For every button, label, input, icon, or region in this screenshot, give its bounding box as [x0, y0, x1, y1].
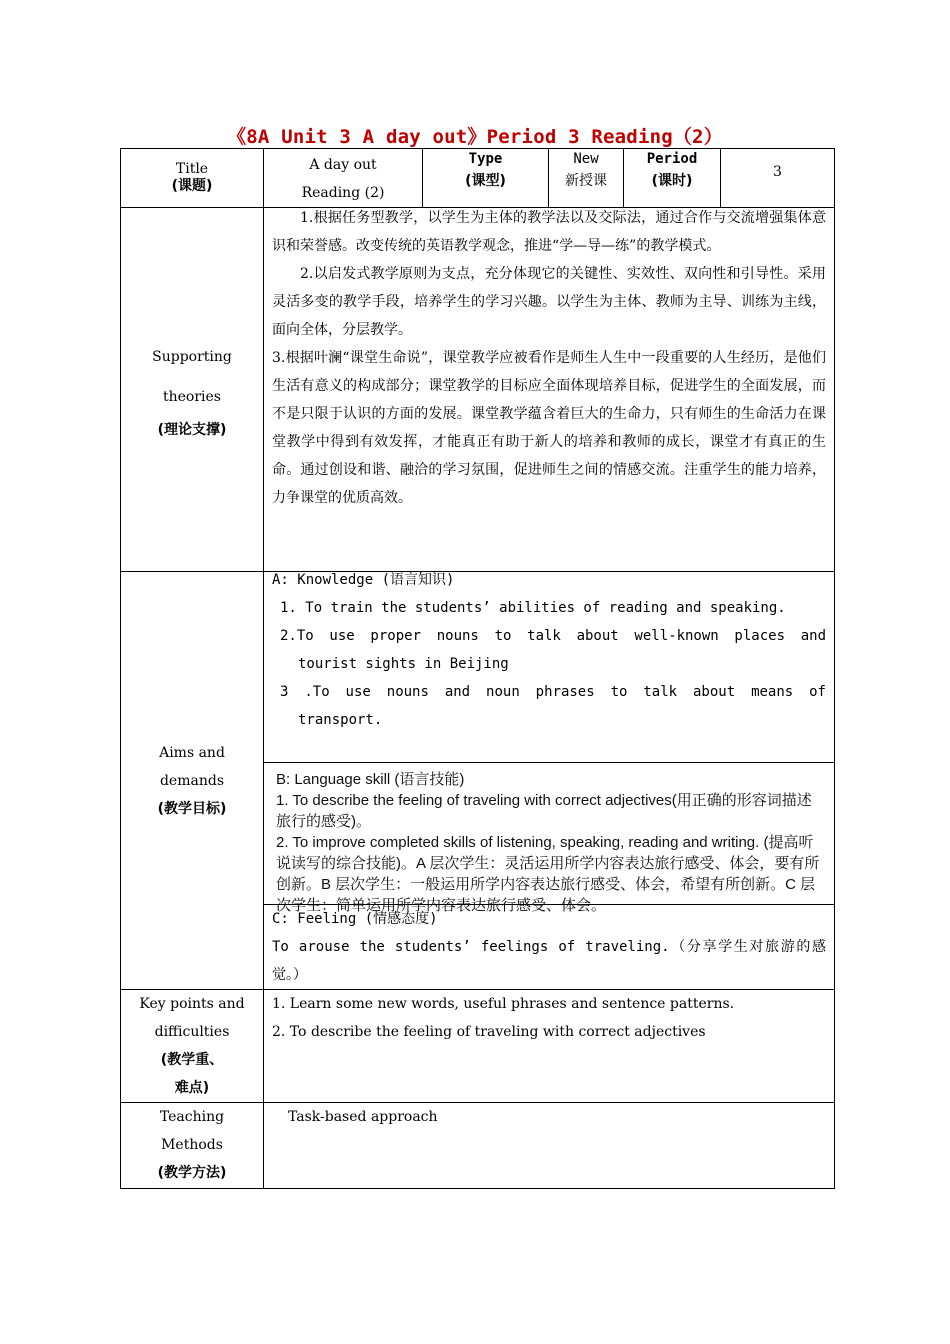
period-label-cell	[624, 149, 721, 208]
supporting-label-cell	[121, 208, 264, 572]
methods-row	[121, 1103, 835, 1189]
knowledge-heading: A: Knowledge (语言知识)	[272, 572, 455, 588]
title-label-cell	[121, 149, 264, 208]
period-value-cell	[721, 149, 835, 208]
supporting-label-line1: Supporting	[152, 348, 232, 365]
title-label-zh: (课题)	[171, 178, 213, 194]
supporting-label-line2: theories	[163, 388, 221, 405]
methods-label-cell	[121, 1103, 264, 1189]
supporting-theories-row	[121, 208, 835, 572]
methods-value: Task-based approach	[288, 1109, 438, 1125]
aims-label-cell	[121, 572, 264, 990]
supporting-label-zh: (理论支撑)	[157, 421, 227, 438]
type-value-line1: New	[573, 151, 599, 167]
title-label-en: Title	[175, 161, 209, 177]
period-label-en: Period	[646, 151, 698, 167]
supporting-paragraph-2: 2.以启发式教学原则为支点，充分体现它的关键性、实效性、双向性和引导性。采用灵活多变的教学手段，培养学生的学习兴趣。以学生为主体、教师为主导、训练为主线，面向全体，分层教学。	[272, 266, 826, 338]
type-value-cell	[549, 149, 624, 208]
keypoints-label-zh1: (教学重、	[160, 1052, 224, 1068]
supporting-paragraph-3: 3.根据叶澜“课堂生命说”，课堂教学应被看作是师生人生中一段重要的人生经历，是他们生活有意义的构成部分；课堂教学的目标应全面体现培养目标，促进学生的全面发展，而不是只限于认识的方面的发展。课堂教学蕴含着巨大的生命力，只有师生的生命活力在课堂教学中得到有效发挥，才能真正有助于新人的培养和教师的成长，课堂才有真正的生命。通过创设和谐、融洽的学习氛围，促进师生之间的情感交流。注重学生的能力培养，力争课堂的优质高效。	[272, 350, 826, 506]
methods-content-cell	[264, 1103, 835, 1189]
aims-label-line1: Aims and	[159, 744, 225, 761]
title-value-line2: Reading (2)	[301, 185, 385, 201]
knowledge-item: 1. To train the students’ abilities of reading and speaking.	[280, 600, 786, 616]
keypoints-content-cell	[264, 990, 835, 1103]
type-value-line2: 新授课	[565, 173, 607, 189]
methods-label-line2: Methods	[161, 1137, 223, 1153]
keypoints-label-cell	[121, 990, 264, 1103]
type-label-zh: (课型)	[465, 173, 506, 189]
document-title: 《8A Unit 3 A day out》Period 3 Reading（2）	[227, 126, 723, 148]
keypoint-item: 1. Learn some new words, useful phrases and sentence patterns.	[272, 996, 735, 1012]
aims-label-zh: (教学目标)	[157, 800, 227, 817]
methods-label-line1: Teaching	[159, 1109, 225, 1125]
title-value-cell	[264, 149, 423, 208]
aims-label-line2: demands	[159, 772, 225, 789]
type-label-en: Type	[468, 151, 503, 167]
language-skill-item: 2. To improve completed skills of listening, speaking, reading and writing. (提高听说读写的综合技能)。A 层次学生：灵活运用所学内容表达旅行感受、体会，要有所创新。B 层次学生：一般运用所学内容表达旅行感受、体会，希望有所创新。C 层次学生：简单运用所学内容表达旅行感受、体会。	[276, 834, 820, 914]
feeling-heading: C: Feeling (情感态度)	[272, 911, 438, 927]
keypoints-row	[121, 990, 835, 1103]
feeling-block	[264, 904, 834, 989]
aims-content-cell	[264, 572, 835, 990]
knowledge-block	[264, 566, 834, 762]
language-skill-heading: B: Language skill (语言技能)	[276, 771, 465, 788]
language-skill-item: 1. To describe the feeling of traveling with correct adjectives(用正确的形容词描述旅行的感受)。	[276, 792, 812, 830]
supporting-paragraph-1: 1.根据任务型教学，以学生为主体的教学法以及交际法，通过合作与交流增强集体意识和荣誉感。改变传统的英语教学观念，推进“学—导—练”的教学模式。	[272, 210, 826, 254]
keypoints-label-line1: Key points and	[139, 996, 245, 1012]
type-label-cell	[423, 149, 549, 208]
methods-label-zh: (教学方法)	[157, 1165, 227, 1181]
keypoints-label-zh2: 难点)	[174, 1080, 210, 1096]
header-row	[121, 149, 835, 208]
period-label-zh: (课时)	[651, 173, 693, 189]
knowledge-item: 3 .To use nouns and noun phrases to talk about means of transport.	[280, 684, 826, 728]
aims-row	[121, 572, 835, 990]
period-value: 3	[773, 164, 782, 180]
supporting-content-cell	[264, 208, 835, 572]
keypoints-label-line2: difficulties	[154, 1024, 230, 1040]
keypoint-item: 2. To describe the feeling of traveling with correct adjectives	[272, 1024, 706, 1040]
knowledge-item: 2.To use proper nouns to talk about well-known places and tourist sights in Beijing	[280, 628, 826, 672]
feeling-text: To arouse the students’ feelings of traveling.（分享学生对旅游的感觉。）	[272, 939, 826, 983]
lesson-plan-table	[120, 148, 835, 1189]
title-value-line1: A day out	[309, 157, 377, 173]
language-skill-block	[264, 762, 834, 914]
